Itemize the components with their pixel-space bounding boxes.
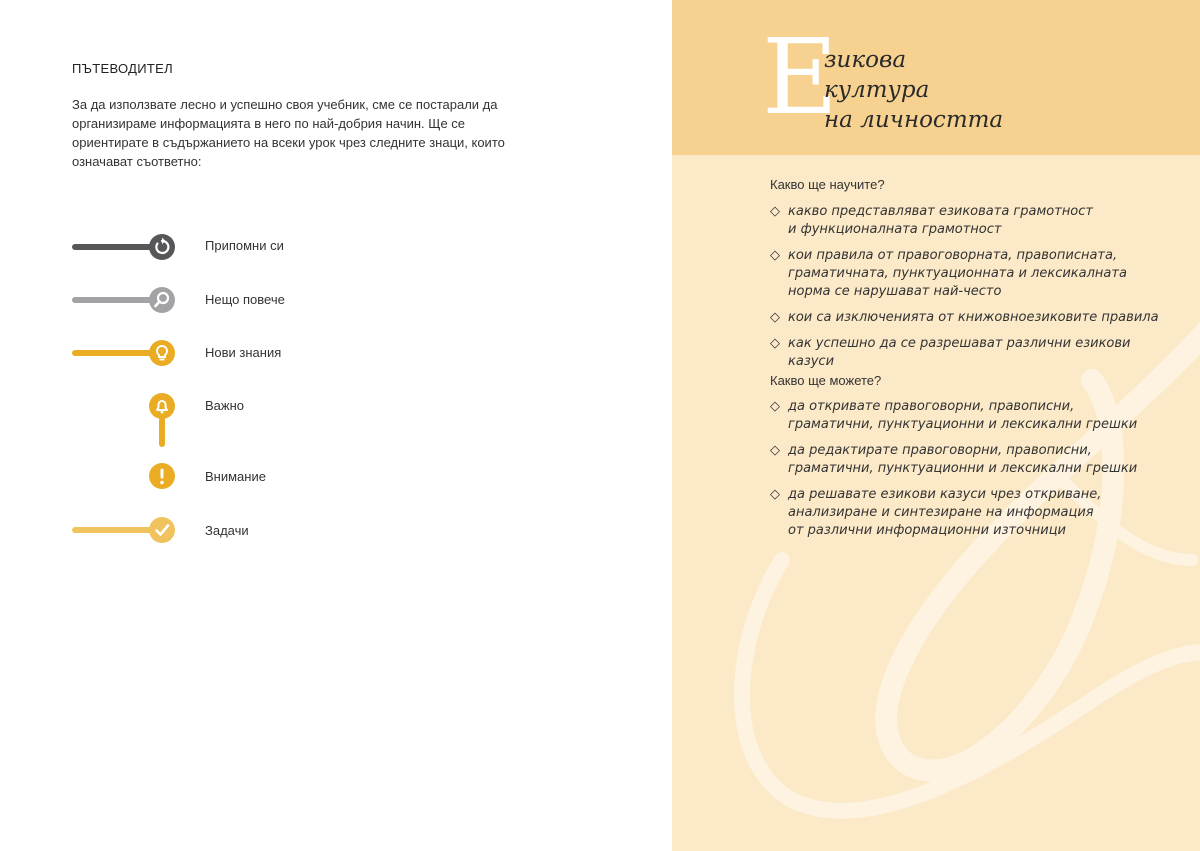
guide-intro: За да използвате лесно и успешно своя учебник, сме се постарали да организираме информацията в него по най-добрия начин. Ще се ориентирате в съдържанието на всеки урок чрез следните знаци, които означават съответно: (72, 97, 505, 169)
list-item-text: какво представляват езиковата грамотност и функционалната грамотност (788, 204, 1093, 237)
exclamation-icon (149, 463, 175, 489)
list-item (770, 203, 1170, 239)
list-item-text: да откривате правоговорни, правописни, граматични, пунктуационни и лексикални грешки (788, 399, 1138, 432)
chapter-title-line-3: на личността (824, 107, 1004, 133)
legend-label: Задачи (205, 523, 249, 538)
list-item (770, 398, 1170, 434)
list-item (770, 247, 1170, 301)
list-item (770, 335, 1170, 371)
refresh-icon (149, 234, 175, 260)
guide-title: ПЪТЕВОДИТЕЛ (72, 61, 173, 76)
legend-label: Внимание (205, 469, 266, 484)
legend-label: Нови знания (205, 345, 282, 360)
legend-bar (72, 244, 158, 250)
can-list (770, 398, 1170, 548)
learn-heading: Какво ще научите? (770, 177, 885, 192)
list-item-text: как успешно да се разрешават различни езикови казуси (788, 336, 1131, 369)
can-heading: Какво ще можете? (770, 373, 882, 388)
diamond-bullet-icon: ◇ (770, 248, 780, 263)
diamond-bullet-icon: ◇ (770, 310, 780, 325)
magnifier-icon (149, 287, 175, 313)
legend-bar (72, 527, 158, 533)
diamond-bullet-icon: ◇ (770, 204, 780, 219)
legend-stem (159, 417, 165, 447)
legend-bar (72, 297, 158, 303)
bell-icon (149, 393, 175, 419)
diamond-bullet-icon: ◇ (770, 443, 780, 458)
legend-bar (72, 350, 158, 356)
legend-label: Нещо повече (205, 292, 285, 307)
chapter-initial: Е (762, 16, 838, 138)
checkmark-icon (149, 517, 175, 543)
right-page (672, 0, 1200, 851)
list-item-text: да редактирате правоговорни, правописни, граматични, пунктуационни и лексикални грешки (788, 443, 1138, 476)
list-item (770, 486, 1170, 540)
list-item-text: кои са изключенията от книжовноезиковите правила (788, 310, 1159, 325)
lightbulb-icon (149, 340, 175, 366)
diamond-bullet-icon: ◇ (770, 487, 780, 502)
diamond-bullet-icon: ◇ (770, 399, 780, 414)
diamond-bullet-icon: ◇ (770, 336, 780, 351)
list-item (770, 442, 1170, 478)
chapter-title-line-1: зикова (824, 47, 907, 73)
list-item (770, 309, 1170, 327)
chapter-title-line-2: култура (824, 77, 930, 103)
list-item-text: кои правила от правоговорната, правописната, граматичната, пунктуационната и лексикалната норма се нарушават най-често (788, 248, 1127, 299)
list-item-text: да решавате езикови казуси чрез откриване, анализиране и синтезиране на информация от различни информационни източници (788, 487, 1102, 538)
learn-list (770, 203, 1170, 379)
legend-label: Важно (205, 398, 245, 413)
legend-label: Припомни си (205, 238, 284, 253)
